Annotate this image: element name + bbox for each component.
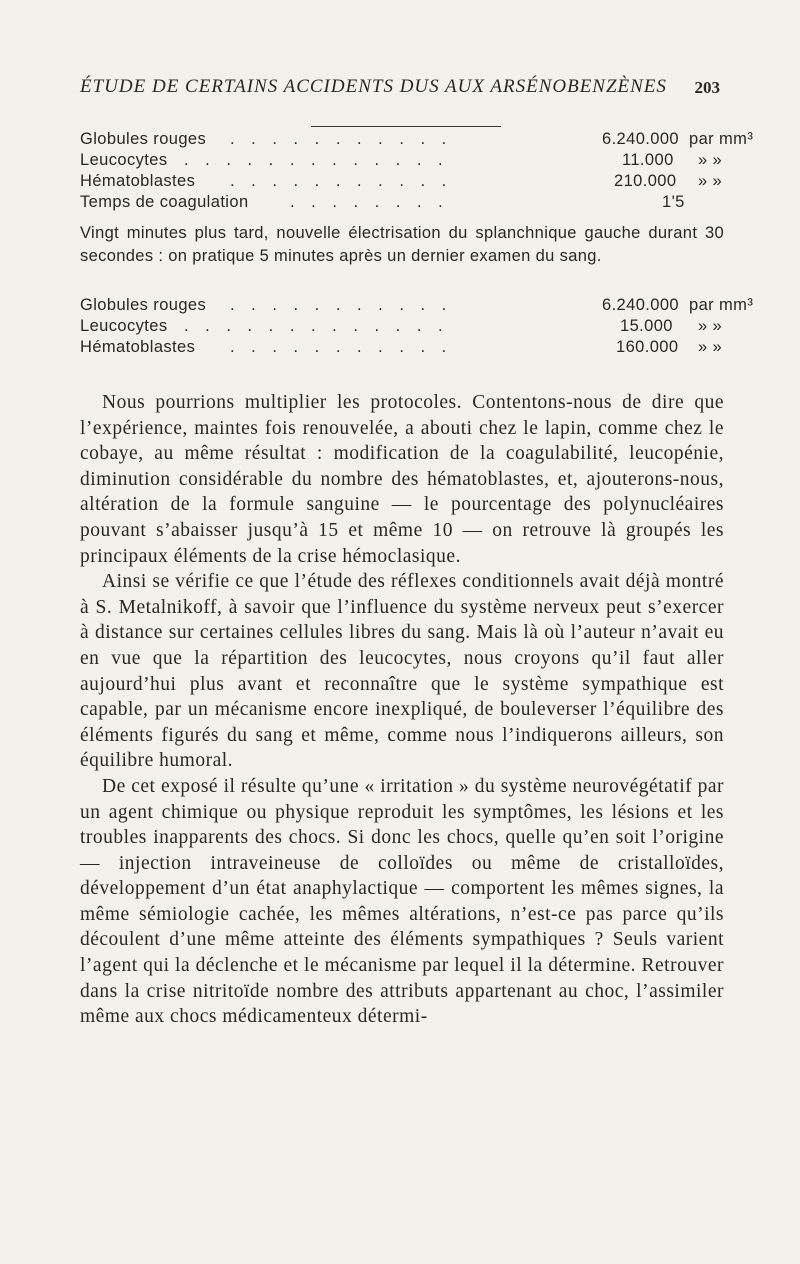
leader-dots: . . . . . . . . . . . . . — [184, 317, 449, 335]
leader-dots: . . . . . . . . — [290, 193, 449, 211]
leader-dots: . . . . . . . . . . . . . — [184, 151, 449, 169]
paragraph: De cet exposé il résulte qu’une « irritation » du système neurovégétatif par un agent chimique ou physique reproduit les symptômes, les lésions et les troubles inapparents des chocs. Si donc les chocs, quelle qu’en soit l’origine — injection intraveineuse de colloïdes ou même de cristalloïdes, développement d’un état anaphylactique — comportent les mêmes signes, la même sémiologie cachée, les mêmes altérations, n’est-ce pas parce qu’ils découlent d’une même atteinte des éléments sympathiques ? Seuls varient l’agent qui la déclenche et le mécanisme par lequel il la détermine. Retrouver dans la crise nitritoïde nombre des attributs appartenant au choc, l’assimiler même aux chocs médicamenteux détermi- — [80, 775, 724, 1028]
page-header — [80, 76, 720, 104]
row-value: 15.000 — [620, 317, 673, 335]
leader-dots: . . . . . . . . . . . — [230, 296, 453, 314]
leader-dots: . . . . . . . . . . . — [230, 338, 453, 356]
row-value: 6.240.000 — [602, 296, 680, 314]
row-unit: » » — [698, 338, 723, 356]
row-label: Leucocytes — [80, 151, 168, 169]
intertext-paragraph: Vingt minutes plus tard, nouvelle électrisation du splanchnique gauche durant 30 secondes : on pratique 5 minutes après un dernier examen du sang. — [80, 224, 724, 265]
leader-dots: . . . . . . . . . . . — [230, 172, 453, 190]
table-row — [80, 193, 740, 214]
table-row — [80, 317, 740, 338]
row-value: 210.000 — [614, 172, 677, 190]
running-title: ÉTUDE DE CERTAINS ACCIDENTS DUS AUX ARSÉNOBENZÈNES — [80, 76, 667, 97]
row-label: Temps de coagulation — [80, 193, 249, 211]
row-unit: par mm³ — [689, 296, 754, 314]
page-number: 203 — [694, 78, 720, 97]
row-label: Hématoblastes — [80, 172, 196, 190]
body-text — [80, 390, 724, 1030]
row-unit: » » — [698, 317, 723, 335]
table-row — [80, 338, 740, 359]
row-label: Globules rouges — [80, 296, 207, 314]
row-unit: » » — [698, 151, 723, 169]
row-label: Leucocytes — [80, 317, 168, 335]
blood-count-table-1 — [80, 130, 754, 214]
table-row — [80, 130, 754, 151]
paragraph: Nous pourrions multiplier les protocoles. Contentons-nous de dire que l’expérience, maintes fois renouvelée, a abouti chez le lapin, comme chez le cobaye, au même résultat : modification de la coagulabilité, leucopénie, diminution considérable du nombre des hématoblastes, et, ajouterons-nous, altération de la formule sanguine — le pourcentage des polynucléaires pouvant s’abaisser jusqu’à 15 et même 10 — on retrouve là groupés les principaux éléments de la crise hémoclasique. — [80, 392, 724, 567]
table-row — [80, 151, 740, 172]
row-value: 11.000 — [622, 151, 674, 169]
separator-rule — [311, 126, 501, 127]
row-value: 160.000 — [616, 338, 679, 356]
row-value: 1'5 — [662, 193, 685, 211]
paragraph: Ainsi se vérifie ce que l’étude des réflexes conditionnels avait déjà montré à S. Metalnikoff, à savoir que l’influence du système nerveux peut s’exercer à distance sur certaines cellules libres du sang. Mais là où l’auteur n’avait eu en vue que la répartition des leucocytes, nous croyons qu’il faut aller aujourd’hui plus avant et reconnaître que le système sympathique est capable, par un mécanisme encore inexpliqué, de bouleverser l’équilibre des éléments figurés du sang et même, comme nous l’indiquerons ailleurs, son équilibre humoral. — [80, 571, 724, 772]
blood-count-table-2 — [80, 296, 754, 359]
row-value: 6.240.000 — [602, 130, 680, 148]
row-label: Globules rouges — [80, 130, 207, 148]
row-unit: » » — [698, 172, 723, 190]
row-unit: par mm³ — [689, 130, 754, 148]
table-row — [80, 172, 740, 193]
leader-dots: . . . . . . . . . . . — [230, 130, 453, 148]
table-row — [80, 296, 754, 317]
row-label: Hématoblastes — [80, 338, 196, 356]
